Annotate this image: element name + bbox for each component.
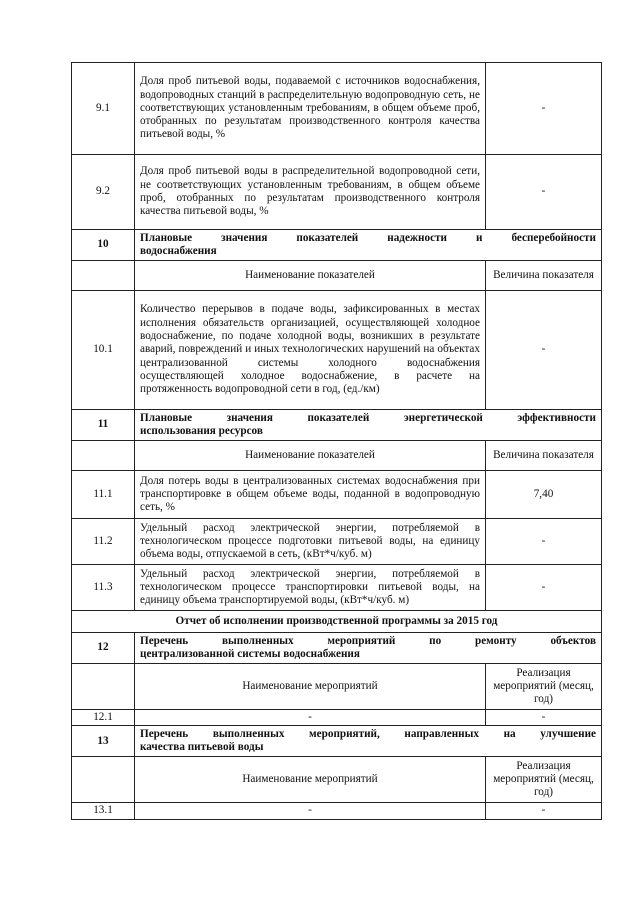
section-row (72, 726, 602, 757)
section-title-line2: использования ресурсов (140, 425, 263, 437)
table-row (72, 710, 602, 726)
row-number: 11.3 (72, 565, 135, 611)
section-title (135, 410, 602, 441)
section-number: 12 (72, 633, 135, 664)
table-row (72, 63, 602, 155)
section-number: 13 (72, 726, 135, 757)
header-row (72, 664, 602, 710)
column-header-name: Наименование мероприятий (135, 757, 486, 803)
row-number: 12.1 (72, 710, 135, 726)
empty-cell (72, 757, 135, 803)
row-number: 11.2 (72, 519, 135, 565)
section-row (72, 633, 602, 664)
activity-text: - (135, 710, 486, 726)
indicator-value: - (486, 291, 602, 410)
section-title-line1: Плановые значения показателей надежности и бесперебойности (140, 231, 596, 244)
table-row (72, 565, 602, 611)
row-number: 10.1 (72, 291, 135, 410)
header-row (72, 261, 602, 291)
empty-cell (72, 261, 135, 291)
section-title-line1: Плановые значения показателей энергетической эффективности (140, 411, 596, 424)
activity-value: - (486, 803, 602, 819)
activity-value: - (486, 710, 602, 726)
section-title-line2: централизованной системы водоснабжения (140, 648, 360, 660)
table-row (72, 803, 602, 819)
section-title (135, 633, 602, 664)
column-header-name: Наименование мероприятий (135, 664, 486, 710)
section-title-line1: Перечень выполненных мероприятий, направленных на улучшение (140, 728, 596, 740)
column-header-value: Реализация мероприятий (месяц, год) (486, 757, 602, 803)
indicator-value: - (486, 155, 602, 230)
section-number: 11 (72, 410, 135, 441)
column-header-value: Величина показателя (486, 441, 602, 471)
section-title-line1: Перечень выполненных мероприятий по ремонту объектов (140, 634, 596, 647)
indicator-text: Доля проб питьевой воды, подаваемой с источников водоснабжения, водопроводных станций в распределительную водопроводную сеть, не соответствующих установленным требованиям, в общем объеме проб, отобранных по результатам производственного контроля качества питьевой воды, % (135, 63, 486, 155)
section-title-line2: качества питьевой воды (140, 741, 264, 754)
indicator-value: - (486, 63, 602, 155)
section-title (135, 230, 602, 261)
table-row (72, 471, 602, 519)
report-title-row (72, 611, 602, 633)
section-title-line2: водоснабжения (140, 245, 217, 257)
table-row (72, 155, 602, 230)
section-number: 10 (72, 230, 135, 261)
section-row (72, 230, 602, 261)
section-row (72, 410, 602, 441)
indicator-text: Удельный расход электрической энергии, потребляемой в технологическом процессе транспортировки питьевой воды, на единицу объема транспортируемой воды, (кВт*ч/куб. м) (135, 565, 486, 611)
row-number: 9.2 (72, 155, 135, 230)
indicator-value: 7,40 (486, 471, 602, 519)
section-title (135, 726, 602, 757)
indicator-text: Удельный расход электрической энергии, потребляемой в технологическом процессе подготовки питьевой воды, на единицу объема воды, отпускаемой в сеть, (кВт*ч/куб. м) (135, 519, 486, 565)
program-table (71, 62, 602, 820)
activity-text: - (135, 803, 486, 819)
indicator-value: - (486, 519, 602, 565)
column-header-value: Величина показателя (486, 261, 602, 291)
column-header-name: Наименование показателей (135, 441, 486, 471)
empty-cell (72, 441, 135, 471)
report-title: Отчет об исполнении производственной программы за 2015 год (72, 611, 602, 633)
indicator-text: Количество перерывов в подаче воды, зафиксированных в местах исполнения обязательств организацией, осуществляющей холодное водоснабжение, по подаче холодной воды, возникших в результате аварий, повреждений и иных технологических нарушений на объектах централизованной системы холодного водоснабжения осуществляющей холодное водоснабжение, в расчете на протяженность водопроводной сети в год, (ед./км) (135, 291, 486, 410)
indicator-value: - (486, 565, 602, 611)
column-header-name: Наименование показателей (135, 261, 486, 291)
indicator-text: Доля потерь воды в централизованных системах водоснабжения при транспортировке в общем объеме воды, поданной в водопроводную сеть, % (135, 471, 486, 519)
header-row (72, 757, 602, 803)
header-row (72, 441, 602, 471)
column-header-value: Реализация мероприятий (месяц, год) (486, 664, 602, 710)
row-number: 11.1 (72, 471, 135, 519)
table-row (72, 519, 602, 565)
table-row (72, 291, 602, 410)
row-number: 9.1 (72, 63, 135, 155)
empty-cell (72, 664, 135, 710)
row-number: 13.1 (72, 803, 135, 819)
indicator-text: Доля проб питьевой воды в распределительной водопроводной сети, не соответствующих установленным требованиям, в общем объеме проб, отобранных по результатам производственного контроля качества питьевой воды, % (135, 155, 486, 230)
